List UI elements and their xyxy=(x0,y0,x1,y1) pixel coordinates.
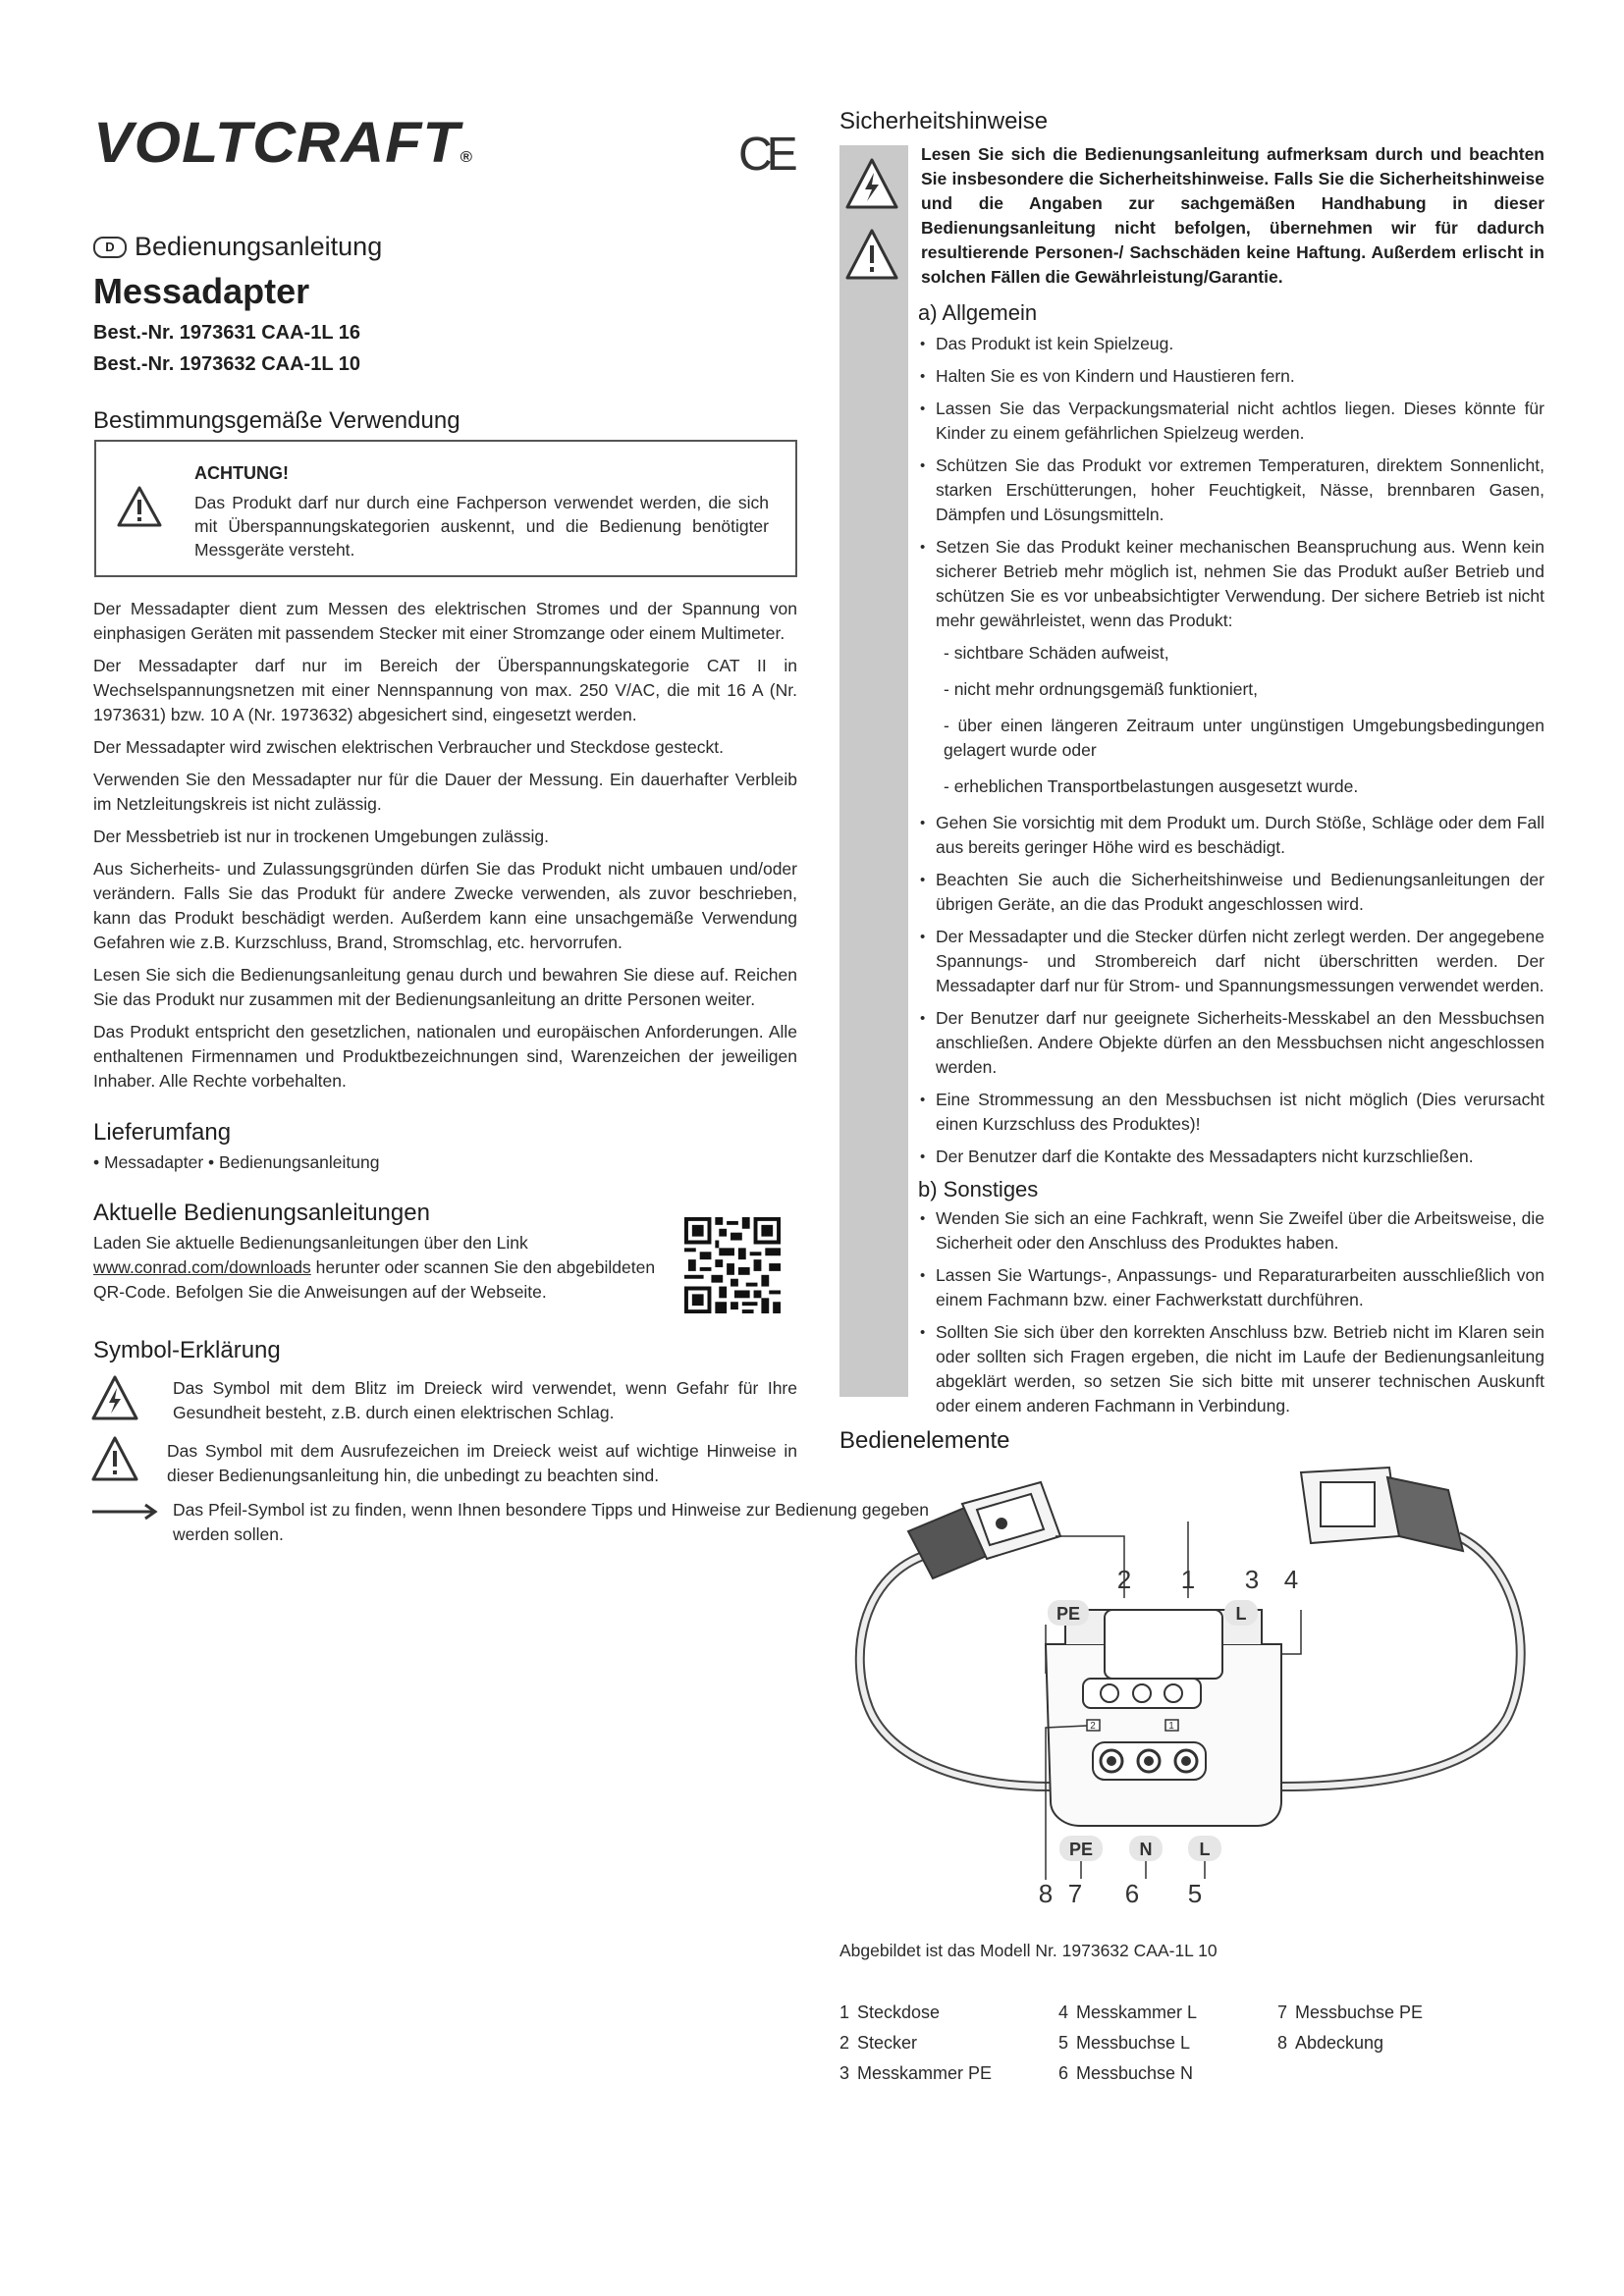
manuals-text xyxy=(93,1231,663,1305)
doc-type-label: Bedienungsanleitung xyxy=(135,232,383,261)
legend-number: 8 xyxy=(1277,2033,1288,2053)
plug-connector xyxy=(1301,1468,1463,1551)
general-heading: a) Allgemein xyxy=(918,300,1038,325)
legend-label xyxy=(1295,2063,1496,2094)
condition-item: - nicht mehr ordnungsgemäß funktioniert, xyxy=(944,679,1259,699)
label-l-bottom: L xyxy=(1199,1840,1211,1859)
list-item: • Halten Sie es von Kindern und Haustieren fern. xyxy=(918,364,1544,389)
lightning-description: Das Symbol mit dem Blitz im Dreieck wird verwendet, wenn Gefahr für Ihre Gesundheit besteht, z.B. durch einen elektrischen Schlag. xyxy=(173,1378,797,1422)
exclamation-triangle-icon xyxy=(844,228,899,281)
list-item: • Lassen Sie das Verpackungsmaterial nicht achtlos liegen. Dieses könnte für Kinder zu einem gefährlichen Spielzeug werden. xyxy=(918,397,1544,446)
callout-5: 5 xyxy=(1187,1879,1203,1908)
download-link[interactable]: www.conrad.com/downloads xyxy=(93,1257,311,1277)
list-item: • Der Benutzer darf nur geeignete Sicherheits-Messkabel an den Messbuchsen anschließen. Andere Objekte dürfen an den Messbuchsen nicht angeschlossen werden. xyxy=(918,1006,1544,1080)
legend-table xyxy=(839,2002,1496,2094)
list-item: • Wenden Sie sich an eine Fachkraft, wenn Sie Zweifel über die Arbeitsweise, die Sicherheit oder den Anschluss des Produktes haben. xyxy=(918,1206,1544,1255)
safety-sidebar xyxy=(839,145,908,1397)
legend-label: Messkammer L xyxy=(1076,2002,1198,2022)
order-number-2: Best.-Nr. 1973632 CAA-1L 10 xyxy=(93,353,360,375)
measuring-box xyxy=(1046,1610,1281,1826)
lightning-triangle-icon xyxy=(90,1374,139,1421)
legend-number: 7 xyxy=(1277,2002,1288,2022)
delivery-items: • Messadapter • Bedienungsanleitung xyxy=(93,1152,380,1172)
list-item: • Das Produkt ist kein Spielzeug. xyxy=(918,332,1544,356)
manuals-text-after: herunter oder scannen Sie den abgebildeten QR-Code. Befolgen Sie die Anweisungen auf der Webseite. xyxy=(93,1257,656,1302)
controls-heading: Bedienelemente xyxy=(839,1427,1010,1454)
legend-number: 4 xyxy=(1058,2002,1069,2022)
callout-8: 8 xyxy=(1038,1879,1054,1908)
legend-number xyxy=(1277,2063,1295,2094)
symbols-heading: Symbol-Erklärung xyxy=(93,1337,281,1363)
paragraph: Der Messbetrieb ist nur in trockenen Umgebungen zulässig. xyxy=(93,827,549,846)
manuals-heading: Aktuelle Bedienungsanleitungen xyxy=(93,1200,430,1226)
callout-2: 2 xyxy=(1116,1565,1132,1594)
legend-label: Steckdose xyxy=(857,2002,941,2022)
list-item: • Der Benutzer darf die Kontakte des Messadapters nicht kurzschließen. xyxy=(918,1145,1544,1169)
list-item: • Eine Strommessung an den Messbuchsen ist nicht möglich (Dies verursacht einen Kurzschluss des Produktes)! xyxy=(918,1088,1544,1137)
qr-code-icon[interactable] xyxy=(684,1217,781,1313)
label-n-bottom: N xyxy=(1139,1840,1153,1859)
condition-item: - über einen längeren Zeitraum unter ungünstigen Umgebungsbedingungen gelagert wurde oder xyxy=(944,716,1544,760)
legend-row xyxy=(839,2063,1496,2094)
warning-text: Das Produkt darf nur durch eine Fachperson verwendet werden, die sich mit Überspannungskategorien auskennt, und die Bedienung benötigter Messgeräte versteht. xyxy=(194,493,769,560)
mark-2: 2 xyxy=(1090,1721,1096,1732)
exclamation-description: Das Symbol mit dem Ausrufezeichen im Dreieck weist auf wichtige Hinweise in dieser Bedienungsanleitung hin, die unbedingt zu beachten sind. xyxy=(167,1441,797,1485)
label-l-top: L xyxy=(1235,1604,1247,1624)
mark-1: 1 xyxy=(1168,1721,1174,1732)
list-item: • Lassen Sie Wartungs-, Anpassungs- und Reparaturarbeiten ausschließlich von einem Fachmann bzw. einer Fachwerkstatt durchführen. xyxy=(918,1263,1544,1312)
condition-item: - erheblichen Transportbelastungen ausgesetzt wurde. xyxy=(944,776,1359,796)
callout-3: 3 xyxy=(1244,1565,1260,1594)
legend-label: Messbuchse PE xyxy=(1295,2002,1424,2022)
exclamation-triangle-icon xyxy=(116,485,163,528)
safety-heading: Sicherheitshinweise xyxy=(839,108,1049,134)
intended-use-text xyxy=(93,597,797,1101)
list-item: • Sollten Sie sich über den korrekten Anschluss bzw. Betrieb nicht im Klaren sein oder sollten sich Fragen ergeben, die nicht im Laufe der Bedienungsanleitung abgeklärt werden, so setzen Sie sich bitte mit unserer technischen Auskunft oder einem anderen Fachmann in Verbindung. xyxy=(918,1320,1544,1418)
paragraph: Der Messadapter darf nur im Bereich der Überspannungskategorie CAT II in Wechselspannungsnetzen mit einer Nennspannung von max. 250 V/AC, die mit 16 A (Nr. 1973631) bzw. 10 A (Nr. 1973632) abgesichert sind, eingesetzt werden. xyxy=(93,656,797,724)
legend-label: Messkammer PE xyxy=(857,2063,993,2083)
order-number-1: Best.-Nr. 1973631 CAA-1L 16 xyxy=(93,322,360,344)
legend-number: 2 xyxy=(839,2033,850,2053)
legend-label: Abdeckung xyxy=(1295,2033,1384,2053)
legend-number: 3 xyxy=(839,2063,850,2083)
safety-general xyxy=(918,300,1544,1426)
legend-row xyxy=(839,2033,1496,2063)
paragraph: Lesen Sie sich die Bedienungsanleitung genau durch und bewahren Sie diese auf. Reichen Sie das Produkt nur zusammen mit der Bedienungsanleitung an dritte Personen weiter. xyxy=(93,965,797,1009)
legend-label: Messbuchse N xyxy=(1076,2063,1194,2083)
callout-1: 1 xyxy=(1180,1565,1196,1594)
list-item: • Der Messadapter und die Stecker dürfen nicht zerlegt werden. Der angegebene Spannungs- und Strombereich darf nicht überschritten werden. Der Messadapter darf nur für Strom- und Spannungsmessungen verwendet werden. xyxy=(918,925,1544,998)
list-item: • Setzen Sie das Produkt keiner mechanischen Beanspruchung aus. Wenn kein sicherer Betrieb mehr möglich ist, nehmen Sie das Produkt außer Betrieb und schützen Sie es vor unbeabsichtigter Verwendung. Der sichere Betrieb ist nicht mehr gewährleistet, wenn das Produkt: xyxy=(918,535,1544,633)
exclamation-triangle-icon xyxy=(90,1435,139,1482)
label-pe-top: PE xyxy=(1056,1604,1081,1624)
diagram-caption: Abgebildet ist das Modell Nr. 1973632 CAA-1L 10 xyxy=(839,1941,1218,1960)
manuals-text-before: Laden Sie aktuelle Bedienungsanleitungen über den Link xyxy=(93,1233,528,1253)
adapter-diagram xyxy=(839,1463,1546,1924)
paragraph: Verwenden Sie den Messadapter nur für die Dauer der Messung. Ein dauerhafter Verbleib im Netzleitungskreis ist nicht zulässig. xyxy=(93,770,797,814)
warning-box xyxy=(94,440,797,577)
other-list xyxy=(918,1206,1544,1418)
safety-intro: Lesen Sie sich die Bedienungsanleitung aufmerksam durch und beachten Sie insbesondere die Sicherheitshinweise. Falls Sie die Sicherheitshinweise und die Angaben zur sachgemäßen Handhabung in dieser Bedienungsanleitung nicht befolgen, übernehmen wir für dadurch resultierende Personen-/ Sachschäden keine Haftung. Außerdem erlischt in solchen Fällen die Gewährleistung/Garantie. xyxy=(921,144,1544,287)
legend-number: 6 xyxy=(1058,2063,1069,2083)
paragraph: Der Messadapter dient zum Messen des elektrischen Stromes und der Spannung von einphasigen Geräten mit passendem Stecker mit einer Stromzange oder einem Multimeter. xyxy=(93,599,797,643)
legend-label: Messbuchse L xyxy=(1076,2033,1191,2053)
list-item: • Gehen Sie vorsichtig mit dem Produkt um. Durch Stöße, Schläge oder dem Fall aus bereits geringer Höhe wird es beschädigt. xyxy=(918,811,1544,860)
callout-4: 4 xyxy=(1283,1565,1299,1594)
paragraph: Aus Sicherheits- und Zulassungsgründen dürfen Sie das Produkt nicht umbauen und/oder verändern. Falls Sie das Produkt für andere Zwecke verwenden, als zuvor beschrieben, kann das Produkt beschädigt werden. Außerdem kann eine unsachgemäße Verwendung Gefahren wie z.B. Kurzschluss, Brand, Stromschlag, etc. hervorrufen. xyxy=(93,859,797,952)
other-heading: b) Sonstiges xyxy=(918,1177,1039,1201)
list-item: • Beachten Sie auch die Sicherheitshinweise und Bedienungsanleitungen der übrigen Geräte, an die das Produkt angeschlossen wird. xyxy=(918,868,1544,917)
arrow-right-icon xyxy=(90,1502,159,1522)
product-title: Messadapter xyxy=(93,271,310,311)
legend-number: 1 xyxy=(839,2002,850,2022)
lightning-triangle-icon xyxy=(844,157,899,210)
paragraph: Der Messadapter wird zwischen elektrischen Verbraucher und Steckdose gesteckt. xyxy=(93,737,724,757)
warning-title: ACHTUNG! xyxy=(194,463,289,483)
brand-logo: VOLTCRAFT® xyxy=(93,111,474,175)
list-item: • Schützen Sie das Produkt vor extremen Temperaturen, direktem Sonnenlicht, starken Erschütterungen, hoher Feuchtigkeit, Nässe, brennbaren Gasen, Dämpfen und Lösungsmitteln. xyxy=(918,454,1544,527)
condition-item: - sichtbare Schäden aufweist, xyxy=(944,643,1169,663)
callout-6: 6 xyxy=(1124,1879,1140,1908)
socket-connector xyxy=(908,1482,1060,1578)
doc-type xyxy=(93,232,382,262)
legend-label: Stecker xyxy=(857,2033,918,2053)
ce-mark: CE xyxy=(738,129,792,181)
legend-number: 5 xyxy=(1058,2033,1069,2053)
language-badge: D xyxy=(93,237,127,258)
legend-row xyxy=(839,2002,1496,2033)
paragraph: Das Produkt entspricht den gesetzlichen, nationalen und europäischen Anforderungen. Alle enthaltenen Firmennamen und Produktbezeichnungen sind, Warenzeichen der jeweiligen Inhaber. Alle Rechte vorbehalten. xyxy=(93,1022,797,1091)
general-list xyxy=(918,332,1544,1169)
callout-7: 7 xyxy=(1067,1879,1083,1908)
label-pe-bottom: PE xyxy=(1068,1840,1094,1859)
delivery-heading: Lieferumfang xyxy=(93,1119,232,1146)
intended-use-heading: Bestimmungsgemäße Verwendung xyxy=(93,407,460,434)
arrow-description: Das Pfeil-Symbol ist zu finden, wenn Ihnen besondere Tipps und Hinweise zur Bedienung gegeben werden sollen. xyxy=(173,1500,929,1544)
